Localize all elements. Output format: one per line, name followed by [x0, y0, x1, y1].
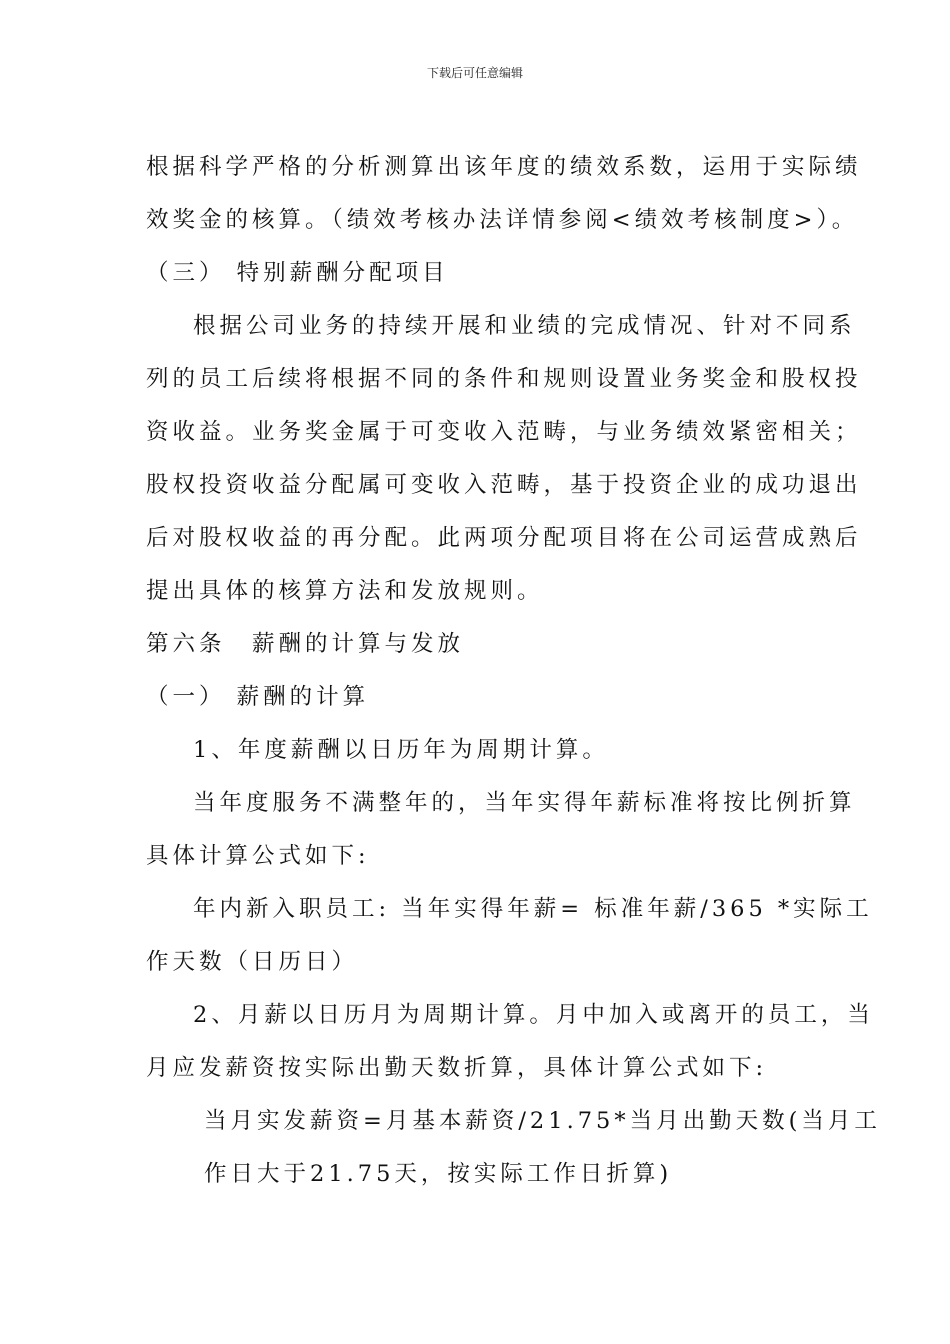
text-line-14: 具体计算公式如下: — [146, 843, 370, 869]
formula-line-15: 年内新入职员工: 当年实得年薪= 标准年薪/365 *实际工 — [193, 896, 873, 922]
text-line-18: 月应发薪资按实际出勤天数折算，具体计算公式如下: — [146, 1055, 768, 1081]
text-line-2: 效奖金的核算。（绩效考核办法详情参阅<绩效考核制度>）。 — [146, 207, 859, 233]
formula-line-20: 作日大于21.75天，按实际工作日折算) — [204, 1161, 673, 1187]
formula-line-16: 作天数（日历日） — [146, 949, 359, 975]
page-header: 下载后可任意编辑 — [426, 66, 523, 80]
text-line-12: 1、年度薪酬以日历年为周期计算。 — [193, 737, 609, 763]
text-line-9: 提出具体的核算方法和发放规则。 — [146, 578, 544, 604]
text-line-13: 当年度服务不满整年的，当年实得年薪标准将按比例折算 — [193, 790, 856, 816]
section-heading-1: （一） 薪酬的计算 — [146, 684, 370, 710]
text-line-17: 2、月薪以日历月为周期计算。月中加入或离开的员工，当 — [193, 1002, 874, 1028]
text-line-7: 股权投资收益分配属可变收入范畴，基于投资企业的成功退出 — [146, 472, 862, 498]
formula-line-19: 当月实发薪资=月基本薪资/21.75*当月出勤天数(当月工 — [204, 1108, 881, 1134]
text-line-5: 列的员工后续将根据不同的条件和规则设置业务奖金和股权投 — [146, 366, 862, 392]
article-heading-6: 第六条 薪酬的计算与发放 — [146, 631, 465, 657]
text-line-1: 根据科学严格的分析测算出该年度的绩效系数，运用于实际绩 — [146, 154, 862, 180]
text-line-8: 后对股权收益的再分配。此两项分配项目将在公司运营成熟后 — [146, 525, 862, 551]
text-line-4: 根据公司业务的持续开展和业绩的完成情况、针对不同系 — [193, 313, 856, 339]
text-line-6: 资收益。业务奖金属于可变收入范畴，与业务绩效紧密相关； — [146, 419, 862, 445]
section-heading-3: （三） 特别薪酬分配项目 — [146, 260, 449, 286]
